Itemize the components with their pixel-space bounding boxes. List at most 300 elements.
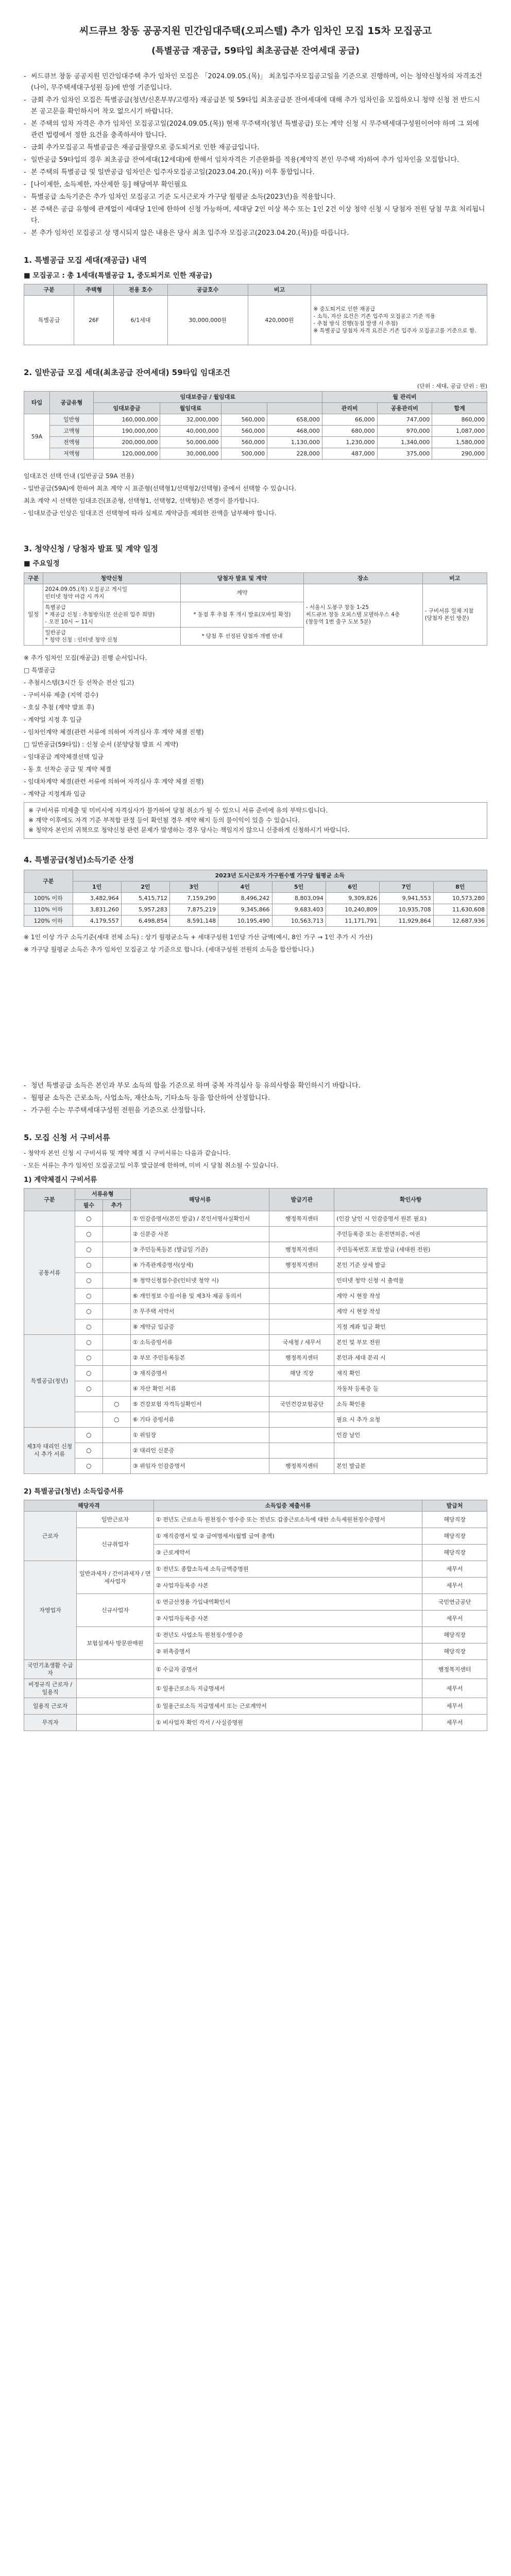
- issuer: [269, 1288, 334, 1303]
- check-note: 필요 시 추가 요청: [334, 1412, 487, 1427]
- check-note: 계약 시 현장 작성: [334, 1303, 487, 1319]
- table-header: 3인: [169, 882, 218, 893]
- table-cell: 120% 이하: [24, 916, 73, 927]
- note-line: - 구비서류 제출 (지역 검수): [24, 691, 98, 699]
- bullet-item: [24, 192, 487, 203]
- table-cell: [77, 1698, 154, 1715]
- required-mark: ○: [75, 1226, 103, 1242]
- issuer: 국민건강보험공단: [269, 1396, 334, 1412]
- table-row: [24, 1396, 487, 1412]
- table-cell: 970,000: [377, 425, 432, 436]
- table-cell: 계약: [181, 584, 304, 602]
- table-header: 공급유형: [50, 391, 94, 414]
- section-3-title: 3. 청약신청 / 당첨자 발표 및 계약 일정: [24, 544, 159, 553]
- check-note: 지정 계좌 입금 확인: [334, 1319, 487, 1334]
- document-name: ② 신분증 사본: [130, 1226, 269, 1242]
- document-name: ① 위임장: [130, 1427, 269, 1443]
- table-header: 발급처: [422, 1500, 487, 1512]
- required-mark: ○: [75, 1288, 103, 1303]
- issuer: 행정복지센터: [269, 1211, 334, 1226]
- optional-mark: [103, 1427, 130, 1443]
- table-cell: 32,000,000: [160, 414, 221, 425]
- document-name: ② 사업자등록증 사본: [154, 1578, 422, 1594]
- warning-line: ※ 구비서류 미제출 및 미비시에 자격심사가 불가하여 당첨 취소가 될 수 있으니 서류 준비에 유의 부탁드립니다.: [28, 806, 328, 814]
- required-mark: ○: [75, 1242, 103, 1257]
- table-header-blank: [267, 402, 322, 414]
- table-cell: 10,195,490: [218, 916, 272, 927]
- table-cell: 1,130,000: [267, 436, 322, 448]
- optional-mark: [103, 1365, 130, 1381]
- bullet-dash: -: [24, 1107, 26, 1114]
- bullet-text: 일반공급 59타입의 경우 최초공급 잔여세대(12세대)에 한해서 임차자격은 기준완화를 적용(계약직 본인 무주택 자)하여 추가 임차인을 모집합니다.: [31, 156, 459, 164]
- table-row: [24, 1512, 487, 1528]
- issuer: 해당직장: [422, 1627, 487, 1643]
- table-cell: 무직자: [24, 1715, 77, 1731]
- optional-mark: [103, 1381, 130, 1396]
- bullet-text: 월평균 소득은 근로소득, 사업소득, 재산소득, 기타소득 등을 합산하여 산정합니다.: [31, 1094, 270, 1102]
- table-row: [24, 1211, 487, 1226]
- table-row: [24, 1412, 487, 1427]
- section-5-notes: [24, 1148, 487, 1171]
- table-cell: 2024.09.05.(목) 모집공고 게시일 인터넷 청약 마감 시 까지: [43, 584, 181, 602]
- table-header: 임대보증금 / 월임대료: [93, 391, 322, 402]
- optional-mark: [103, 1303, 130, 1319]
- page-title: 씨드큐브 창동 공공지원 민간임대주택(오피스텔) 추가 임차인 모집 15차 모집공고: [79, 25, 432, 37]
- table-cell: 560,000: [221, 414, 267, 425]
- bullet-item: [24, 71, 487, 94]
- table-cell: 290,000: [432, 448, 487, 459]
- table-row: [24, 1242, 487, 1257]
- check-note: 본인과 세대 분리 시: [334, 1350, 487, 1365]
- document-name: ④ 자산 확인 서류: [130, 1381, 269, 1396]
- section-2-notes: [24, 471, 487, 518]
- table-header: 관리비: [322, 402, 377, 414]
- table-cell: 120,000,000: [93, 448, 160, 459]
- table-cell: 6,498,854: [121, 916, 169, 927]
- rental-conditions-table: [24, 391, 487, 460]
- bullet-text: 금회 추가 임차인 모집은 특별공급(청년/신혼부부/고령자) 재공급분 및 59타입 최초공급분 잔여세대에 대해 추가 임차인을 모집하오니 청약 신청 전 반드시 본 공고문을 확인하시어 착오 없으시기 바랍니다.: [31, 96, 480, 115]
- document-name: ⑥ 개인정보 수집·이용 및 제3자 제공 동의서: [130, 1288, 269, 1303]
- table-cell: 30,000,000원: [167, 295, 248, 345]
- issuer: [269, 1381, 334, 1396]
- table-cell: 420,000원: [248, 295, 311, 345]
- note-line: - 임차인계약 체결(관련 서류에 의하여 자격심사 후 계약 체결 진행): [24, 728, 204, 736]
- section-4-notes: [24, 932, 487, 955]
- table-cell: - 서울시 도봉구 창동 1-25 씨드큐브 창동 오피스텔 모델하우스 4층 (창동역 1번 출구 도보 5분): [303, 584, 422, 645]
- table-cell: 1,087,000: [432, 425, 487, 436]
- table-cell: 59A: [24, 414, 50, 459]
- table-cell: * 동점 후 추첨 후 개시 발표(모바일 확정): [181, 602, 304, 627]
- table-cell: [77, 1679, 154, 1698]
- table-header: 필수: [75, 1199, 103, 1211]
- table-header: 전용 호수: [114, 284, 167, 295]
- issuer: 세무서: [422, 1679, 487, 1698]
- warning-line: ※ 계약 이후에도 자격 기준 부적합 판정 등이 확인될 경우 계약 해지 등의 불이익이 있을 수 있습니다.: [28, 816, 300, 824]
- check-note: 소득 확인용: [334, 1396, 487, 1412]
- bullet-text: 가구원 수는 무주택세대구성원 전원을 기준으로 산정합니다.: [31, 1107, 206, 1114]
- document-name: ② 부모 주민등록등본: [130, 1350, 269, 1365]
- bullet-dash: -: [24, 156, 26, 164]
- table-cell: 1,580,000: [432, 436, 487, 448]
- optional-mark: ○: [103, 1396, 130, 1412]
- issuer: 세무서: [422, 1715, 487, 1731]
- document-name: ① 재직증명서 및 ② 급여명세서(월별 급여 총액): [154, 1528, 422, 1545]
- optional-mark: [103, 1350, 130, 1365]
- table-row: [24, 414, 487, 425]
- page-subtitle: (특별공급 재공급, 59타입 최초공급분 잔여세대 공급): [151, 45, 360, 56]
- section-3-notes: [24, 653, 487, 799]
- table-cell: 1,340,000: [377, 436, 432, 448]
- issuer: 행정복지센터: [269, 1458, 334, 1473]
- document-name: ⑧ 계약금 입금증: [130, 1319, 269, 1334]
- table-row: [24, 1528, 487, 1545]
- table-row: [24, 916, 487, 927]
- table-header: 추가: [103, 1199, 130, 1211]
- required-mark: [75, 1396, 103, 1412]
- table-cell: 일반근로자: [77, 1512, 154, 1528]
- optional-mark: [103, 1257, 130, 1273]
- bullet-item: [24, 95, 487, 117]
- check-note: 본인 기준 상세 발급: [334, 1257, 487, 1273]
- document-name: ② 대리인 신분증: [130, 1443, 269, 1458]
- table-cell: 제3자 대리인 신청 시 추가 서류: [24, 1427, 75, 1473]
- table-cell: 비정규직 근로자 / 일용직: [24, 1679, 77, 1698]
- table-header: 구분: [24, 572, 43, 584]
- table-row: [24, 1679, 487, 1698]
- table-header: 공용관리비: [377, 402, 432, 414]
- warning-line: ※ 청약자 본인의 귀책으로 청약신청 관련 문제가 발생하는 경우 당사는 책임지지 않으니 신중하게 신청하시기 바랍니다.: [28, 826, 350, 834]
- issuer: [269, 1319, 334, 1334]
- table-cell: 7,159,290: [169, 893, 218, 904]
- issuer: [269, 1303, 334, 1319]
- table-cell: [77, 1660, 154, 1679]
- issuer: 국민연금공단: [422, 1594, 487, 1611]
- table-header: 비고: [248, 284, 311, 295]
- document-name: ① 인감증명서(본인 발급) / 본인서명사실확인서: [130, 1211, 269, 1226]
- table-cell: 9,941,553: [380, 893, 433, 904]
- table-header: 구분: [24, 1188, 75, 1211]
- table-cell: 5,957,283: [121, 904, 169, 916]
- required-mark: ○: [75, 1273, 103, 1288]
- table-cell: 6/1세대: [114, 295, 167, 345]
- table-header: 해당서류: [130, 1188, 269, 1211]
- table-header: 해당자격: [24, 1500, 154, 1512]
- table-cell: 747,000: [377, 414, 432, 425]
- optional-mark: [103, 1319, 130, 1334]
- income-table: [24, 870, 487, 927]
- note-line: - 모든 서류는 추가 임차인 모집공고일 이후 발급분에 한하며, 미비 시 당첨 취소될 수 있습니다.: [24, 1161, 279, 1169]
- bullet-dash: -: [24, 120, 26, 128]
- table-cell: 4,179,557: [73, 916, 121, 927]
- issuer: [269, 1412, 334, 1427]
- note-line: - 계약금 지정계좌 입금: [24, 790, 86, 798]
- table-cell: 특별공급: [24, 295, 74, 345]
- table-cell: 560,000: [221, 436, 267, 448]
- table-cell: 10,573,280: [433, 893, 487, 904]
- table-cell: 40,000,000: [160, 425, 221, 436]
- table-header: 발급기관: [269, 1188, 334, 1211]
- table-row: [24, 448, 487, 459]
- issuer: 세무서: [422, 1611, 487, 1627]
- table-header: 2023년 도시근로자 가구원수별 가구당 월평균 소득: [73, 870, 487, 882]
- table-header: 장소: [303, 572, 422, 584]
- table-row: [24, 436, 487, 448]
- issuer: [269, 1427, 334, 1443]
- optional-mark: [103, 1334, 130, 1350]
- table-row: [24, 1257, 487, 1273]
- bullet-item: [24, 1093, 487, 1104]
- required-mark: ○: [75, 1427, 103, 1443]
- section-2-title: 2. 일반공급 모집 세대(최초공급 잔여세대) 59타입 임대조건: [24, 367, 230, 377]
- required-mark: ○: [75, 1319, 103, 1334]
- table-cell: 10,563,713: [272, 916, 326, 927]
- table-cell: 468,000: [267, 425, 322, 436]
- table-row: [24, 904, 487, 916]
- document-name: ① 연금산정용 가입내역확인서: [154, 1594, 422, 1611]
- table-cell: 일용직 근로자: [24, 1698, 77, 1715]
- required-mark: ○: [75, 1334, 103, 1350]
- table-header: 월임대료: [160, 402, 221, 414]
- table-row: [24, 1288, 487, 1303]
- bullet-item: [24, 167, 487, 178]
- bullet-item: [24, 155, 487, 166]
- table-row: [24, 1443, 487, 1458]
- table-cell: * 당첨 후 선정된 당첨자 개별 안내: [181, 627, 304, 645]
- document-name: ④ 가족관계증명서(상세): [130, 1257, 269, 1273]
- table-header: 비고: [422, 572, 487, 584]
- table-cell: [77, 1715, 154, 1731]
- check-note: 자동차 등록증 등: [334, 1381, 487, 1396]
- table-cell: 일반과세자 / 간이과세자 / 면세사업자: [77, 1561, 154, 1594]
- required-mark: ○: [75, 1350, 103, 1365]
- table-cell: 자영업자: [24, 1561, 77, 1660]
- document-name: ③ 재직증명서: [130, 1365, 269, 1381]
- table-cell: 근로자: [24, 1512, 77, 1561]
- section-5-title: 5. 모집 신청 서 구비서류: [24, 1133, 110, 1142]
- document-name: ① 전년도 사업소득 원천징수영수증: [154, 1627, 422, 1643]
- table-cell: 8,496,242: [218, 893, 272, 904]
- issuer: 해당직장: [422, 1512, 487, 1528]
- check-note: 본인 발급분: [334, 1458, 487, 1473]
- table-cell: 100% 이하: [24, 893, 73, 904]
- table-cell: 9,345,866: [218, 904, 272, 916]
- table-header: 구분: [24, 284, 74, 295]
- table-cell: 680,000: [322, 425, 377, 436]
- bullet-dash: -: [24, 168, 26, 176]
- table-row: [24, 1334, 487, 1350]
- note-line: - 동 호 선착순 공급 및 계약 체결: [24, 765, 112, 773]
- required-mark: ○: [75, 1211, 103, 1226]
- table-cell: 일반형: [50, 414, 94, 425]
- bullet-item: [24, 179, 487, 191]
- table-cell: 26F: [74, 295, 114, 345]
- issuer: 행정복지센터: [269, 1350, 334, 1365]
- bullet-dash: -: [24, 1082, 26, 1090]
- table-header: 서류유형: [75, 1188, 130, 1199]
- table-cell: 신규취업자: [77, 1528, 154, 1561]
- issuer: 해당직장: [422, 1545, 487, 1561]
- document-name: ① 수급자 증명서: [154, 1660, 422, 1679]
- bullet-dash: -: [24, 229, 26, 237]
- table-row: [24, 1226, 487, 1242]
- section-3-sub: ■ 주요일정: [24, 560, 60, 568]
- table-cell: 고액형: [50, 425, 94, 436]
- table-cell: 3,831,260: [73, 904, 121, 916]
- table-header: 구분: [24, 870, 73, 893]
- check-note: [334, 1443, 487, 1458]
- bullet-dash: -: [24, 1094, 26, 1102]
- table-row: [24, 893, 487, 904]
- optional-mark: ○: [103, 1412, 130, 1427]
- document-name: ③ 주민등록등본 (발급일 기준): [130, 1242, 269, 1257]
- intro-list: [24, 71, 487, 239]
- table-cell: 66,000: [322, 414, 377, 425]
- optional-mark: [103, 1273, 130, 1288]
- note-line: - 임대보증금 인상은 임대조건 선택형에 따라 실제로 계약금을 제외한 잔액을 납부해야 합니다.: [24, 509, 277, 517]
- optional-mark: [103, 1458, 130, 1473]
- table-cell: 50,000,000: [160, 436, 221, 448]
- bullet-dash: -: [24, 206, 26, 213]
- table-cell: 30,000,000: [160, 448, 221, 459]
- document-name: ③ 근로계약서: [154, 1545, 422, 1561]
- table-cell: 658,000: [267, 414, 322, 425]
- note-line: - 청약자 본인 신청 시 구비서류 및 계약 체결 시 구비서류는 다음과 같습니다.: [24, 1149, 231, 1157]
- document-name: ① 비사업자 확인 각서 / 사실증명원: [154, 1715, 422, 1731]
- table-cell: 500,000: [221, 448, 267, 459]
- document-name: ⑤ 건강보험 자격득실확인서: [130, 1396, 269, 1412]
- check-note: 주민등록증 또는 운전면허증, 여권: [334, 1226, 487, 1242]
- table-row: [24, 1381, 487, 1396]
- table-row: [24, 1627, 487, 1643]
- bullet-dash: -: [24, 96, 26, 104]
- optional-mark: [103, 1211, 130, 1226]
- issuer: 세무서: [422, 1561, 487, 1578]
- table-row: [24, 1303, 487, 1319]
- table-cell: 보험설계사 방문판매원: [77, 1627, 154, 1660]
- table-header: 7인: [380, 882, 433, 893]
- check-note: 주민등록번호 포함 발급 (세대원 전원): [334, 1242, 487, 1257]
- bullet-text: 특별공급 소득기준은 추가 임차인 모집공고 기준 도시근로자 가구당 월평균 소득(2023년)을 적용합니다.: [31, 193, 336, 201]
- table-cell: 공통서류: [24, 1211, 75, 1334]
- table-cell: 저액형: [50, 448, 94, 459]
- table-row: [24, 1660, 487, 1679]
- section-7-sub: 2) 특별공급(청년) 소득입증서류: [24, 1487, 124, 1496]
- bullet-dash: -: [24, 193, 26, 201]
- section-5-sub: 1) 계약체결시 구비서류: [24, 1175, 97, 1184]
- table-header: 공급호수: [167, 284, 248, 295]
- table-row: [24, 1273, 487, 1288]
- document-name: ② 위촉증명서: [154, 1643, 422, 1660]
- table-cell: 특별공급 * 재공급 신청 : 추첨방식(문 선순위 입주 희망) - 오전 10시 ~ 11시: [43, 602, 181, 627]
- table-cell: 190,000,000: [93, 425, 160, 436]
- table-row: [24, 1698, 487, 1715]
- table-header-note: [311, 284, 487, 295]
- document-name: ① 전년도 종합소득세 소득금액증명원: [154, 1561, 422, 1578]
- check-note: 인감 날인: [334, 1427, 487, 1443]
- table-cell: - 구비서류 일체 지참 (당첨자 본인 방문): [422, 584, 487, 645]
- document-name: ① 소득증빙서류: [130, 1334, 269, 1350]
- bullet-text: 금회 추가모집공고 특별공급은 재공급물량으로 중도퇴거로 인한 재공급입니다.: [31, 144, 260, 151]
- note-line: - 임대차계약 체결(관련 서류에 의하여 자격심사 후 계약 체결 진행): [24, 777, 204, 785]
- table-cell: 8,803,094: [272, 893, 326, 904]
- document-name: ③ 위임자 인감증명서: [130, 1458, 269, 1473]
- table-cell: 860,000: [432, 414, 487, 425]
- table-row: [24, 425, 487, 436]
- schedule-table: [24, 572, 487, 646]
- table-row: [24, 1594, 487, 1611]
- table-cell: 487,000: [322, 448, 377, 459]
- table-cell: 110% 이하: [24, 904, 73, 916]
- issuer: [269, 1226, 334, 1242]
- table-cell: 국민기초생활 수급자: [24, 1660, 77, 1679]
- table-cell: 9,683,403: [272, 904, 326, 916]
- issuer: 해당직장: [422, 1643, 487, 1660]
- document-name: ⑥ 기타 증빙서류: [130, 1412, 269, 1427]
- required-mark: ○: [75, 1303, 103, 1319]
- check-note: (인감 날인 시 인감증명서 원본 필요): [334, 1211, 487, 1226]
- table-row: [24, 1561, 487, 1578]
- optional-mark: [103, 1288, 130, 1303]
- table-header: 타입: [24, 391, 50, 414]
- section-1-sub: ■ 모집공고 : 총 1세대(특별공급 1, 중도퇴거로 인한 재공급): [24, 271, 212, 280]
- table-row: [24, 1365, 487, 1381]
- table-cell: 11,171,791: [326, 916, 379, 927]
- document-name: ① 일용근로소득 지급명세서: [154, 1679, 422, 1698]
- issuer: 국세청 / 세무서: [269, 1334, 334, 1350]
- unit-label: (단위 : 세대, 공급 단위 : 원): [417, 383, 487, 390]
- issuer: 세무서: [422, 1578, 487, 1594]
- bullet-item: [24, 1105, 487, 1116]
- table-cell: 375,000: [377, 448, 432, 459]
- optional-mark: [103, 1226, 130, 1242]
- table-cell: 560,000: [221, 425, 267, 436]
- note-line: - 호실 추첨 (계약 발표 후): [24, 703, 95, 711]
- required-mark: ○: [75, 1458, 103, 1473]
- table-cell: 전액형: [50, 436, 94, 448]
- table-header: 8인: [433, 882, 487, 893]
- table-cell: 11,630,608: [433, 904, 487, 916]
- table-cell: 11,929,864: [380, 916, 433, 927]
- note-line: ※ 추가 임차인 모집(재공급) 진행 순서입니다.: [24, 654, 147, 662]
- table-cell: 12,687,936: [433, 916, 487, 927]
- bullet-item: [24, 118, 487, 141]
- table-header: 월 관리비: [322, 391, 487, 402]
- document-name: ⑦ 무주택 서약서: [130, 1303, 269, 1319]
- note-line: □ 일반공급(59타입) : 신청 순서 (분양당첨 발표 시 계약): [24, 740, 179, 748]
- table-cell: 일정: [24, 584, 43, 645]
- note-line: ※ 가구당 월평균 소득은 추가 임차인 모집공고 상 기준으로 합니다. (세대구성원 전원의 소득을 합산합니다.): [24, 946, 314, 953]
- table-header: 소득입증 제출서류: [154, 1500, 422, 1512]
- issuer: 해당직장: [422, 1528, 487, 1545]
- table-cell: 3,482,964: [73, 893, 121, 904]
- bullet-dash: -: [24, 181, 26, 189]
- required-mark: [75, 1412, 103, 1427]
- issuer: 세무서: [422, 1698, 487, 1715]
- table-note: ※ 중도퇴거로 인한 재공급 - 소득, 자산 요건은 기존 입주자 모집공고 기준 적용 - 추첨 방식 진행(동점 발생 시 추첨) ※ 특별공급 당첨자 자격 요건은 기존 입주자 모집공고를 기준으로 함.: [311, 295, 487, 345]
- bullet-text: 본 주택은 공급 유형에 관계없이 세대당 1인에 한하여 신청 가능하며, 세대당 2인 이상 복수 또는 1인 2건 이상 청약 신청 시 당첨자 전원 당첨 무효 처리됩니다.: [31, 206, 485, 225]
- table-cell: 8,591,148: [169, 916, 218, 927]
- required-mark: ○: [75, 1443, 103, 1458]
- required-mark: ○: [75, 1257, 103, 1273]
- table-header: 4인: [218, 882, 272, 893]
- table-cell: 7,875,219: [169, 904, 218, 916]
- issuer: 행정복지센터: [269, 1242, 334, 1257]
- issuer: [269, 1443, 334, 1458]
- table-header-row: [24, 882, 487, 893]
- document-name: ② 사업자등록증 사본: [154, 1611, 422, 1627]
- documents-table: [24, 1188, 487, 1474]
- table-header: 1인: [73, 882, 121, 893]
